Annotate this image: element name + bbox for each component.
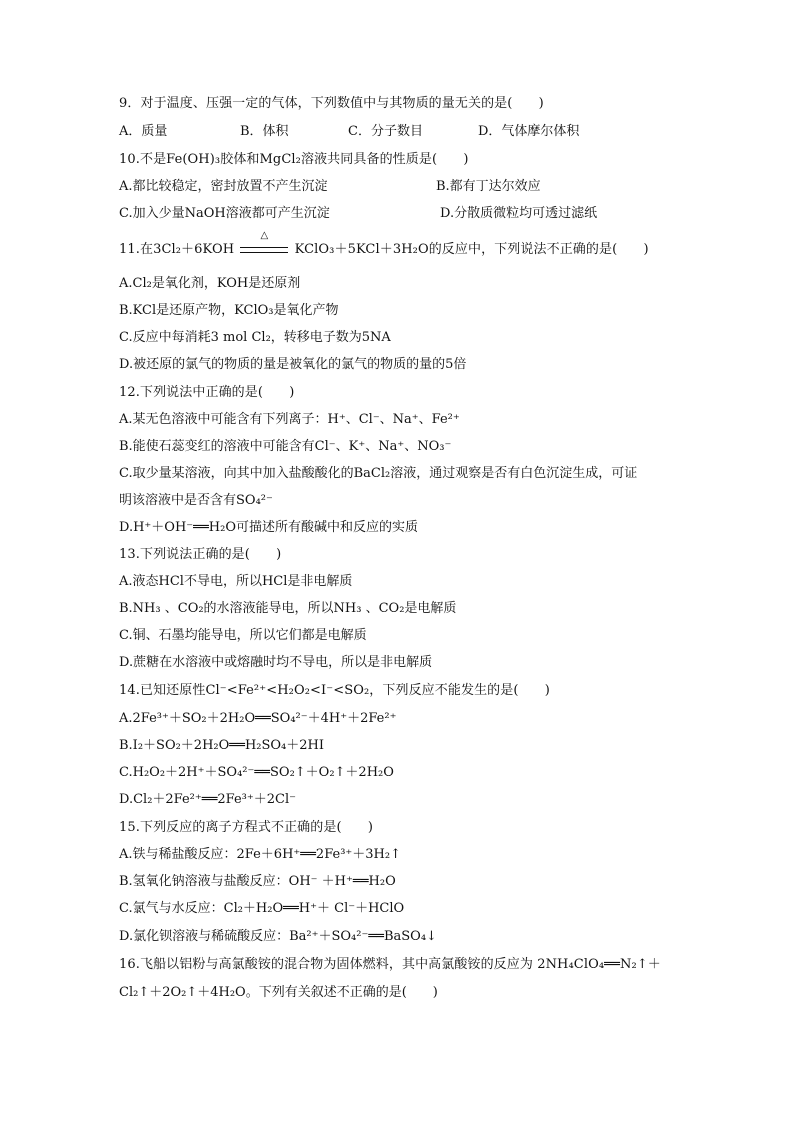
q10-option-a: A.都比较稳定，密封放置不产生沉淀: [119, 179, 328, 194]
q12-option-a: A.某无色溶液中可能含有下列离子：H⁺、Cl⁻、Na⁺、Fe²⁺: [119, 412, 460, 427]
q11-stem-pre: 11.在3Cl₂＋6KOH: [119, 242, 239, 257]
q15-stem: 15.下列反应的离子方程式不正确的是( ): [119, 820, 374, 835]
q12-option-d: D.H⁺＋OH⁻══H₂O可描述所有酸碱中和反应的实质: [119, 520, 419, 535]
q10-stem: 10.不是Fe(OH)₃胶体和MgCl₂溶液共同具备的性质是( ): [119, 152, 469, 167]
q13-option-d: D.蔗糖在水溶液中或熔融时均不导电，所以是非电解质: [119, 655, 433, 670]
q9-option-a: A．质量: [119, 124, 168, 139]
q9-stem: 9．对于温度、压强一定的气体，下列数值中与其物质的量无关的是( ): [119, 96, 544, 111]
q9-option-d: D．气体摩尔体积: [478, 124, 580, 139]
q9-option-b: B．体积: [240, 124, 289, 139]
q16-stem-line1: 16.飞船以铝粉与高氯酸铵的混合物为固体燃料，其中高氯酸铵的反应为 2NH₄ClO₄══N₂↑＋: [119, 957, 661, 972]
q13-stem: 13.下列说法正确的是( ): [119, 547, 282, 562]
q16-stem-line2: Cl₂↑＋2O₂↑＋4H₂O。下列有关叙述不正确的是( ): [119, 985, 438, 1000]
q12-option-c-cont: 明该溶液中是否含有SO₄²⁻: [119, 493, 273, 508]
q11-option-c: C.反应中每消耗3 mol Cl₂，转移电子数为5NA: [119, 330, 391, 345]
q10-option-d: D.分散质微粒均可透过滤纸: [440, 206, 598, 221]
q12-option-b: B.能使石蕊变红的溶液中可能含有Cl⁻、K⁺、Na⁺、NO₃⁻: [119, 439, 452, 454]
q15-option-c: C.氯气与水反应：Cl₂＋H₂O══H⁺＋ Cl⁻＋HClO: [119, 901, 405, 916]
q13-option-c: C.铜、石墨均能导电，所以它们都是电解质: [119, 628, 367, 643]
q14-option-a: A.2Fe³⁺＋SO₂＋2H₂O══SO₄²⁻＋4H⁺＋2Fe²⁺: [119, 711, 397, 726]
q10-option-b: B.都有丁达尔效应: [436, 179, 541, 194]
q10-option-c: C.加入少量NaOH溶液都可产生沉淀: [119, 206, 330, 221]
q15-option-d: D.氯化钡溶液与稀硫酸反应：Ba²⁺＋SO₄²⁻══BaSO₄↓: [119, 929, 437, 944]
q14-option-b: B.I₂＋SO₂＋2H₂O══H₂SO₄＋2HI: [119, 738, 325, 753]
heating-symbol-icon: △: [260, 230, 269, 241]
q12-option-c: C.取少量某溶液，向其中加入盐酸酸化的BaCl₂溶液，通过观察是否有白色沉淀生成，可证: [119, 466, 638, 481]
q13-option-b: B.NH₃ 、CO₂的水溶液能导电，所以NH₃ 、CO₂是电解质: [119, 601, 457, 616]
q13-option-a: A.液态HCl不导电，所以HCl是非电解质: [119, 574, 353, 589]
equals-bar-icon: [240, 247, 288, 253]
q11-option-d: D.被还原的氯气的物质的量是被氧化的氯气的物质的量的5倍: [119, 357, 467, 372]
q12-stem: 12.下列说法中正确的是( ): [119, 385, 295, 400]
q11-option-a: A.Cl₂是氧化剂，KOH是还原剂: [119, 276, 301, 291]
q15-option-a: A.铁与稀盐酸反应：2Fe＋6H⁺══2Fe³⁺＋3H₂↑: [119, 847, 401, 862]
q14-stem: 14.已知还原性Cl⁻<Fe²⁺<H₂O₂<I⁻<SO₂，下列反应不能发生的是( ): [119, 683, 550, 698]
q11-stem: [119, 230, 649, 258]
q9-option-c: C．分子数目: [348, 124, 423, 139]
q14-option-d: D.Cl₂＋2Fe²⁺══2Fe³⁺＋2Cl⁻: [119, 792, 296, 807]
q11-option-b: B.KCl是还原产物，KClO₃是氧化产物: [119, 303, 339, 318]
q15-option-b: B.氢氧化钠溶液与盐酸反应：OH⁻ ＋H⁺══H₂O: [119, 874, 396, 889]
heating-arrow: [238, 230, 290, 258]
q11-stem-post: KClO₃＋5KCl＋3H₂O的反应中，下列说法不正确的是( ): [290, 242, 649, 257]
q14-option-c: C.H₂O₂＋2H⁺＋SO₄²⁻══SO₂↑＋O₂↑＋2H₂O: [119, 765, 394, 780]
